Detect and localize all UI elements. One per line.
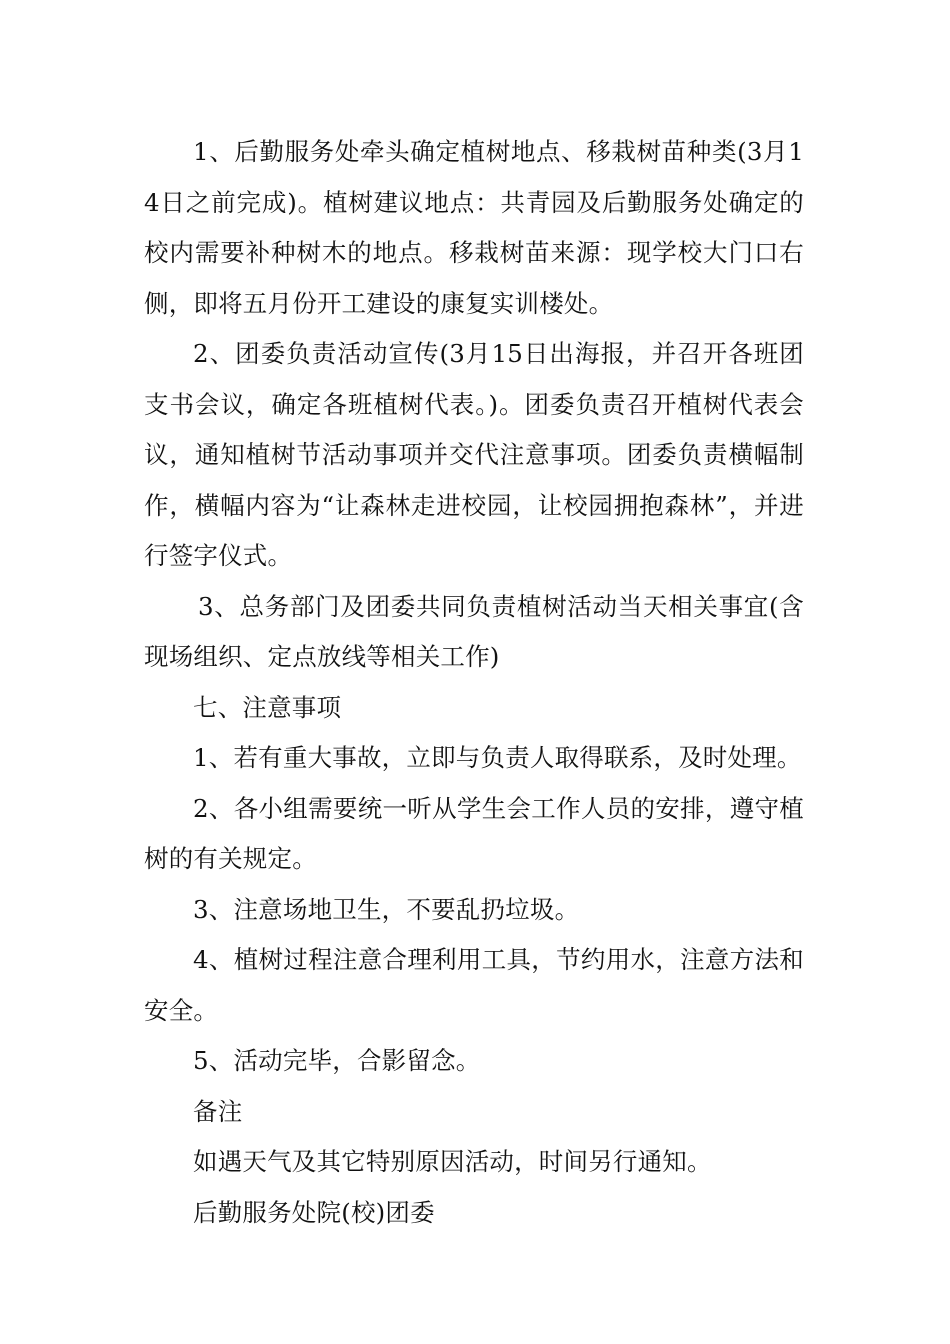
remarks-text: 如遇天气及其它特别原因活动，时间另行通知。	[193, 1147, 712, 1176]
paragraph-league-task: 2、团委负责活动宣传(3月15日出海报，并召开各班团支书会议，确定各班植树代表。)。团委负责召开植树代表会议，通知植树节活动事项并交代注意事项。团委负责横幅制作，横幅内容为“让森林走进校园，让校园拥抱森林”，并进行签字仪式。	[144, 339, 804, 570]
remarks-heading: 备注	[193, 1096, 243, 1126]
notice-item-5: 5、活动完毕，合影留念。	[193, 1046, 481, 1075]
paragraph-logistics-task: 1、后勤服务处牵头确定植树地点、移栽树苗种类(3月14日之前完成)。植树建议地点：共青园及后勤服务处确定的校内需要补种树木的地点。移栽树苗来源：现学校大门口右侧，即将五月份开工建设的康复实训楼处。	[144, 137, 804, 318]
notice-item-4: 4、植树过程注意合理利用工具，节约用水，注意方法和安全。	[144, 945, 804, 1025]
notice-item-2: 2、各小组需要统一听从学生会工作人员的安排，遵守植树的有关规定。	[144, 793, 804, 873]
section-heading-notes: 七、注意事项	[193, 692, 342, 722]
notice-item-1: 1、若有重大事故，立即与负责人取得联系，及时处理。	[193, 743, 802, 772]
paragraph-general-affairs-task: 3、总务部门及团委共同负责植树活动当天相关事宜(含现场组织、定点放线等相关工作)	[144, 591, 804, 671]
issuer-signature: 后勤服务处院(校)团委	[193, 1197, 435, 1227]
document-body	[144, 127, 804, 1238]
notice-item-3: 3、注意场地卫生，不要乱扔垃圾。	[193, 894, 580, 924]
